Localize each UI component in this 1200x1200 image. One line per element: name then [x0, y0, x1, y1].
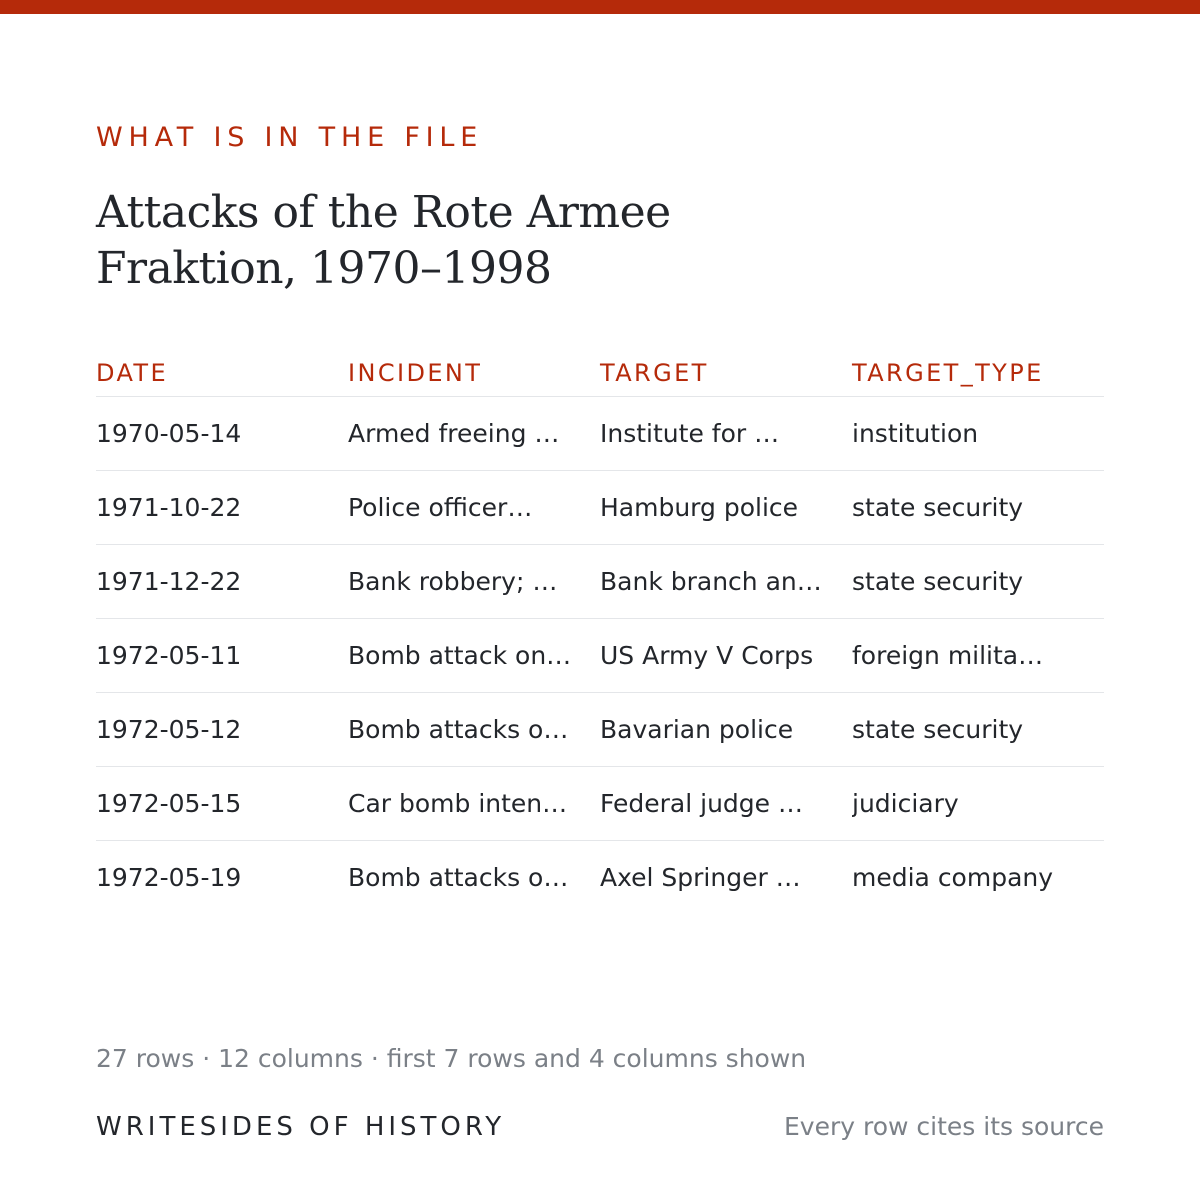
- cell-target: Bank branch an…: [600, 567, 822, 596]
- table-row: [96, 545, 1104, 619]
- cell-date: 1972-05-11: [96, 641, 242, 670]
- cell-date: 1971-10-22: [96, 493, 242, 522]
- cell-target-type: foreign milita…: [852, 641, 1044, 670]
- cell-target-type: state security: [852, 493, 1024, 522]
- cell-target-type: media company: [852, 863, 1054, 892]
- table-row: [96, 767, 1104, 841]
- cell-incident: Police officer…: [348, 493, 533, 522]
- table-row: [96, 397, 1104, 471]
- top-accent-bar: [0, 0, 1200, 14]
- cell-target-type: state security: [852, 567, 1024, 596]
- cell-target: Hamburg police: [600, 493, 799, 522]
- cell-incident: Bank robbery; …: [348, 567, 558, 596]
- column-header-target-type: TARGET_TYPE: [852, 359, 1044, 387]
- eyebrow-label: WHAT IS IN THE FILE: [96, 122, 484, 153]
- table-row: [96, 841, 1104, 914]
- cell-incident: Bomb attacks o…: [348, 863, 569, 892]
- table-row: [96, 619, 1104, 693]
- table-summary: 27 rows · 12 columns · first 7 rows and 4 columns shown: [96, 1044, 807, 1073]
- cell-date: 1970-05-14: [96, 419, 242, 448]
- data-preview-table: [96, 345, 1104, 914]
- cell-incident: Armed freeing …: [348, 419, 560, 448]
- brand-name: WRITESIDES OF HISTORY: [96, 1112, 506, 1142]
- cell-target: Institute for …: [600, 419, 780, 448]
- cell-date: 1972-05-12: [96, 715, 242, 744]
- cell-date: 1972-05-15: [96, 789, 242, 818]
- cell-target-type: state security: [852, 715, 1024, 744]
- cell-date: 1971-12-22: [96, 567, 242, 596]
- cell-target: US Army V Corps: [600, 641, 814, 670]
- column-header-incident: INCIDENT: [348, 359, 483, 387]
- cell-incident: Bomb attacks o…: [348, 715, 569, 744]
- cell-target-type: judiciary: [852, 789, 959, 818]
- cell-target-type: institution: [852, 419, 979, 448]
- cell-target: Federal judge …: [600, 789, 803, 818]
- table-row: [96, 471, 1104, 545]
- page-title: Attacks of the Rote Armee Fraktion, 1970–1998: [96, 187, 671, 294]
- column-header-target: TARGET: [600, 359, 709, 387]
- table-row: [96, 693, 1104, 767]
- column-header-date: DATE: [96, 359, 169, 387]
- cell-incident: Bomb attack on…: [348, 641, 572, 670]
- tagline: Every row cites its source: [784, 1112, 1104, 1141]
- cell-incident: Car bomb inten…: [348, 789, 568, 818]
- cell-target: Axel Springer …: [600, 863, 801, 892]
- cell-target: Bavarian police: [600, 715, 794, 744]
- table-header-row: [96, 345, 1104, 397]
- cell-date: 1972-05-19: [96, 863, 242, 892]
